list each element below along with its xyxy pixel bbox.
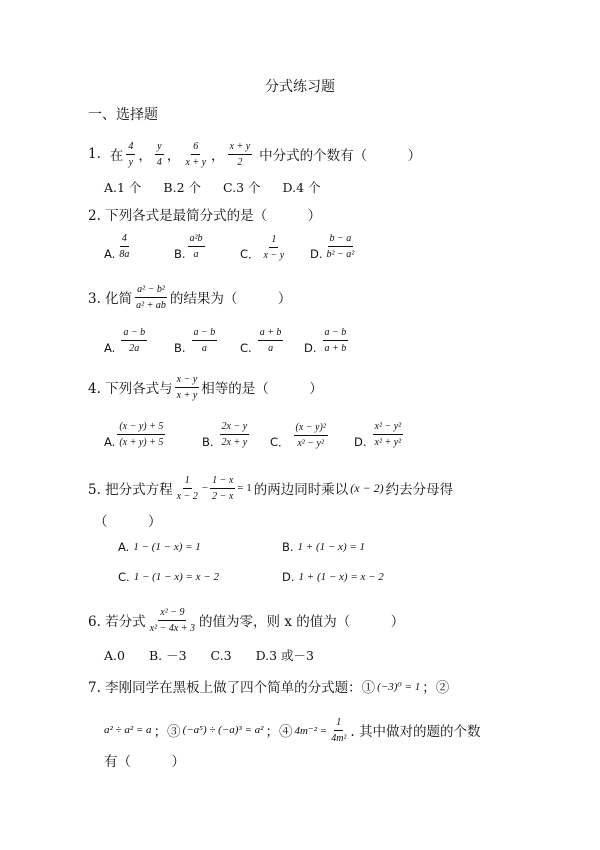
- q2-option-d: D. $\frac{b - a}{\text{b² − a²}}$: [310, 233, 355, 261]
- question-2: 2. 下列各式是最简分式的是（ ）: [88, 208, 322, 224]
- q5-option-b: B. 1 + (1 − x) = 1: [282, 540, 366, 554]
- q1-option-a: A.1 个: [104, 180, 142, 195]
- q1-fraction-1: $\frac{4}{y}$: [128, 140, 134, 168]
- q4-option-d: D. $\frac{\text{x² − y²}}{\text{x² + y²}}$: [354, 421, 402, 449]
- q2-option-a: A. $\frac{4}{8a}$: [104, 233, 130, 261]
- q1-fraction-4: $\frac{x + y}{2}$: [229, 140, 251, 168]
- q6-fraction: $\frac{\text{x² − 9}}{\text{x² − 4x + 3}}$: [149, 606, 196, 634]
- q2-fraction-a: $\frac{4}{8a}$: [119, 233, 130, 260]
- q5-blank: （ ）: [94, 514, 162, 530]
- q3-options: [104, 326, 484, 360]
- q5-option-a: A. 1 − (1 − x) = 1: [118, 540, 201, 554]
- question-7: 7. 李刚同学在黑板上做了四个简单的分式题：① (−3)⁰ = 1 ；②: [88, 680, 450, 696]
- q7-expr-1: (−3)⁰ = 1: [377, 680, 421, 693]
- q2-fraction-b: $\frac{\text{a²b}}{a}$: [189, 233, 203, 260]
- q3-option-b: B. $\frac{a - b}{a}$: [174, 327, 216, 355]
- q1-option-d: D.4 个: [282, 180, 321, 195]
- q7-fraction: $\frac{1}{\text{4m²}}$: [331, 716, 347, 744]
- q1-options: [104, 178, 321, 196]
- question-1: 1. 在 $\frac{4}{y}$ ， $\frac{y}{4}$ ， $\frac{6}{x + y}$ ， $\frac{x + y}{2}$ 中分式的个数有（ ）: [88, 140, 422, 168]
- q5-option-c: C. 1 − (1 − x) = x − 2: [118, 570, 219, 584]
- question-4: 4. 下列各式与 $\frac{x - y}{x + y}$ 相等的是（ ）: [88, 373, 323, 401]
- q5-fraction-1: $\frac{1}{x - 2}$: [176, 474, 198, 502]
- q5-option-d: D. 1 + (1 − x) = x − 2: [282, 570, 384, 584]
- q7-line-3: 有（ ）: [104, 754, 185, 770]
- q2-fraction-d: $\frac{b - a}{\text{b² − a²}}$: [326, 233, 355, 260]
- q2-options: [104, 232, 484, 266]
- q6-option-b: B. －3: [148, 648, 187, 663]
- q1-fraction-3: $\frac{6}{x + y}$: [185, 140, 207, 168]
- q3-fraction: $\frac{\text{a² − b²}}{\text{a² + ab}}$: [136, 283, 166, 311]
- q1-number: 1.: [88, 146, 101, 162]
- q3-option-c: C. $\frac{a + b}{a}$: [240, 327, 282, 355]
- q4-options: [104, 420, 484, 454]
- q5-fraction-2: $\frac{1 - x}{2 - x}$: [212, 474, 234, 502]
- q7-expr-3: (−a⁵) ÷ (−a)³ = a²: [182, 724, 264, 736]
- q6-option-c: C.3: [210, 648, 232, 663]
- q4-option-b: B. $\frac{2x - y}{2x + y}$: [202, 421, 248, 449]
- q5-factor: (x − 2): [350, 480, 384, 495]
- q6-option-d: D.3 或－3: [255, 648, 314, 663]
- q7-expr-4: 4m⁻² =: [294, 724, 328, 737]
- section-heading: 一、选择题: [88, 107, 158, 123]
- q2-option-c: C． $\frac{1}{x - y}$: [240, 233, 285, 261]
- q4-option-c: C． $\frac{\text{(x − y)²}}{\text{x² − y²}}$: [270, 421, 326, 449]
- q6-options: [104, 646, 314, 664]
- q3-option-a: A. $\frac{a - b}{2a}$: [104, 327, 146, 355]
- q4-fraction: $\frac{x - y}{x + y}$: [176, 373, 198, 401]
- question-3: 3. 化简 $\frac{\text{a² − b²}}{\text{a² + ab}}$ 的结果为（ ）: [88, 283, 292, 311]
- q3-option-d: D. $\frac{a - b}{a + b}$: [304, 327, 347, 355]
- q4-option-a: A. $\frac{(x - y) + 5}{(x + y) + 5}$: [104, 421, 164, 449]
- q7-expr-2: a² ÷ a² = a: [104, 724, 152, 736]
- q2-fraction-c: $\frac{1}{x - y}$: [263, 233, 285, 261]
- q2-option-b: B. $\frac{\text{a²b}}{a}$: [174, 233, 203, 261]
- q1-prefix: 在: [109, 148, 124, 164]
- question-5: 5. 把分式方程 $\frac{1}{x - 2}$ − $\frac{1 - x}{2 - x}$ = 1 的两边同时乘以 (x − 2) 约去分母得: [88, 474, 454, 502]
- q6-option-a: A.0: [104, 648, 125, 663]
- question-6: 6. 若分式 $\frac{\text{x² − 9}}{\text{x² − 4x + 3}}$ 的值为零，则 x 的值为（ ）: [88, 606, 405, 634]
- q1-option-c: C.3 个: [223, 180, 261, 195]
- q1-option-b: B.2 个: [163, 180, 202, 195]
- q1-suffix: 中分式的个数有（ ）: [259, 148, 422, 164]
- q1-fraction-2: $\frac{y}{4}$: [156, 140, 162, 168]
- page-title: 分式练习题: [265, 79, 335, 95]
- q7-line-2: a² ÷ a² = a ；③ (−a⁵) ÷ (−a)³ = a² ；④ 4m⁻² = $\frac{1}{\text{4m²}}$ . 其中做对的题的个数: [104, 716, 481, 744]
